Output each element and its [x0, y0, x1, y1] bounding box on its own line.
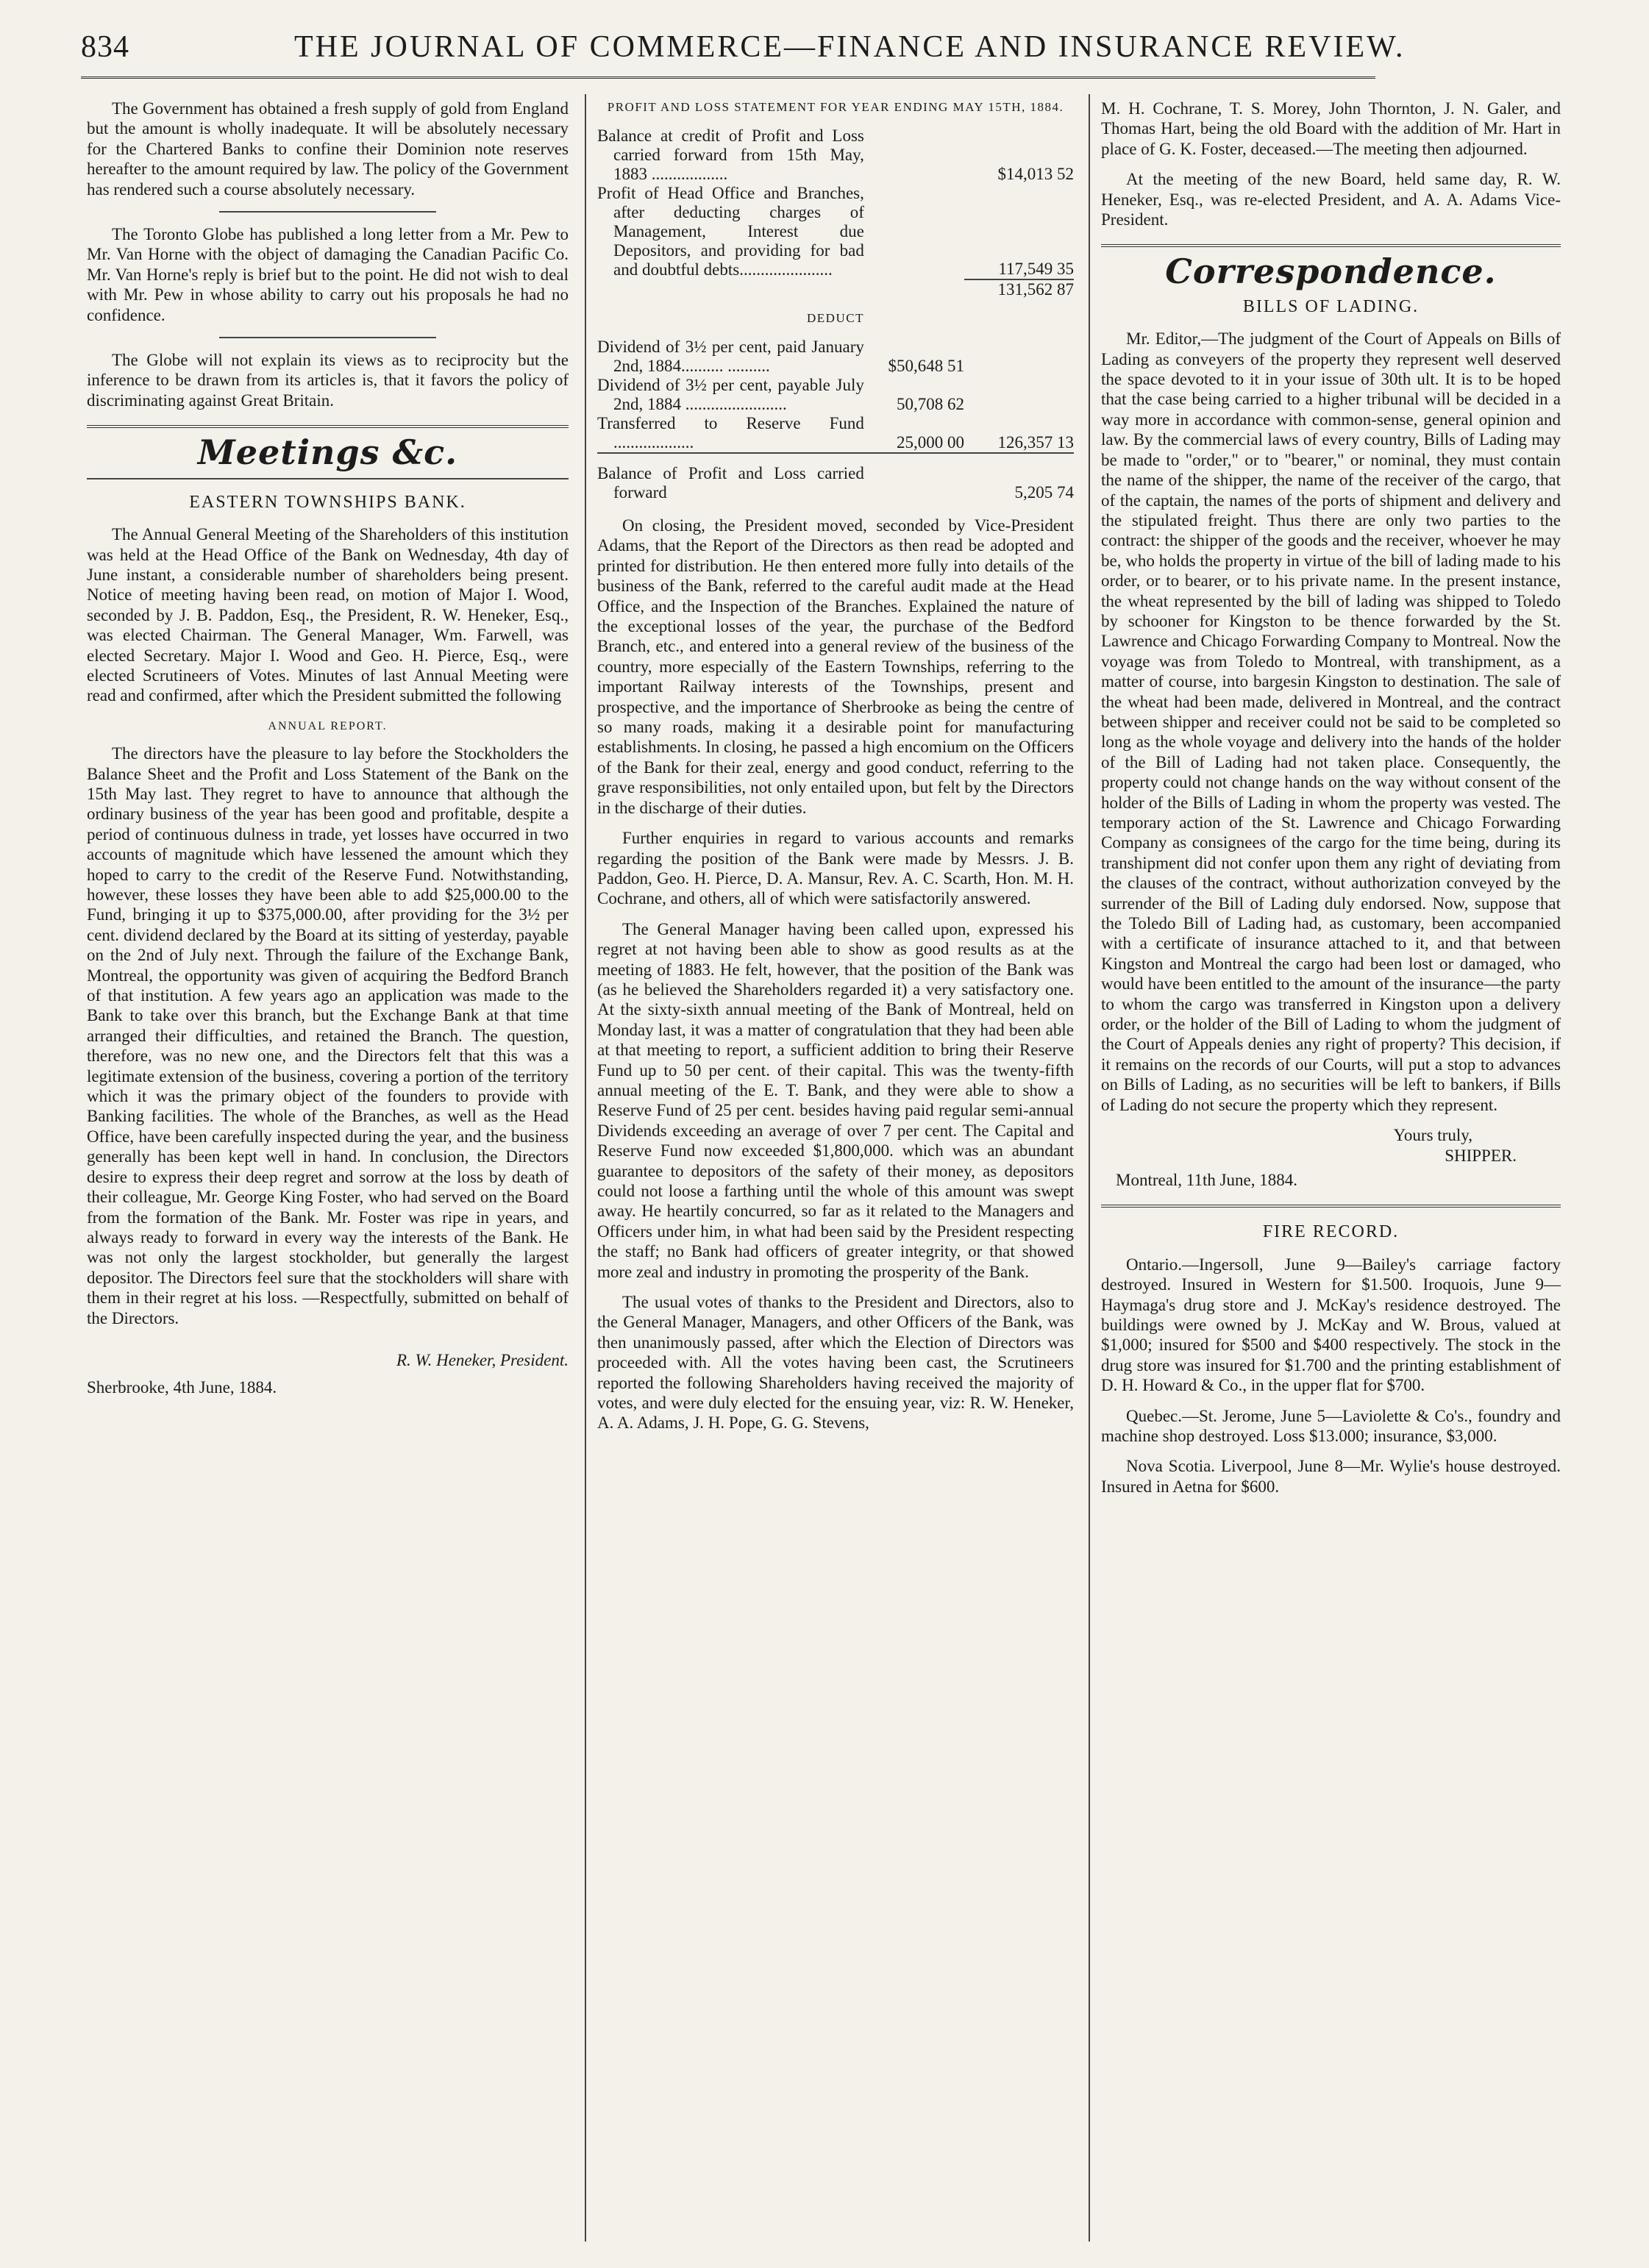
enquiries-paragraph: Further enquiries in regard to various accounts and remarks regarding the position of the Bank were made by Messrs. J. B. Paddon, Geo. H. Pierce, D. A. Mansur, Rev. A. C. Scarth, Hon. M. H. Cochrane, and others, all of which were satisfactorily answered.	[597, 829, 1074, 908]
column-1	[87, 99, 569, 1398]
divider	[219, 211, 436, 213]
fire-nova-scotia: Nova Scotia. Liverpool, June 8—Mr. Wylie's house destroyed. Insured in Aetna for $600.	[1101, 1457, 1561, 1496]
general-manager-paragraph: The General Manager having been called upon, expressed his regret at not having been able to show as good results as at the meeting of 1883. He felt, however, that the position of the Bank was (as he believed the Shareholders regarded it) a very satisfactory one. At the sixty-sixth annual meeting of the Bank of Montreal, held on Monday last, it was a matter of congratulation that they had been able at that meeting to report, a sufficient addition to bring their Reserve Fund up to 50 per cent. of their capital. This was the twenty-fifth annual meeting of the E. T. Bank, and they were able to show a Reserve Fund of 25 per cent. besides having paid regular semi-annual Dividends exceeding an average of over 7 per cent. The Capital and Reserve Fund now exceeded $1,800,000. which was an abundant guarantee to depositors of the safety of their money, as depositors could not loose a farthing until the whole of this amount was swept away. He heartily concurred, so far as it related to the Managers and Officers under him, in what had been said by the President respecting the staff; no Bank had officers of greater integrity, or that showed more zeal and industry in promoting the prosperity of the Bank.	[597, 919, 1074, 1281]
deduct-label: DEDUCT	[807, 311, 864, 325]
journal-title: THE JOURNAL OF COMMERCE—FINANCE AND INSURANCE REVIEW.	[294, 30, 1406, 64]
closing-paragraph: On closing, the President moved, seconded by Vice-President Adams, that the Report of the Directors as then read be adopted and printed for distribution. He then entered more fully into details of the business of the Bank, referred to the careful audit made at the Head Office, and the Inspection of the Branches. Explained the nature of the exceptional losses of the year, the purchase of the Bedford Branch, etc., and entered into a general review of the business of the country, more especially of the Eastern Townships, referring to the important Railway interests of the Townships, present and prospective, and the importance of Sherbrooke as being the centre of so many roads, making it a desirable point for manufacturing establishments. In closing, he passed a high encomium on the Officers of the Bank for their zeal, energy and good conduct, referring to the grave responsibilities, not only entailed upon, but felt by the Directors in the discharge of their duties.	[597, 516, 1074, 817]
reciprocity-paragraph: The Globe will not explain its views as to reciprocity but the inference to be drawn from its articles is, that it favors the policy of discriminating against Great Britain.	[87, 351, 569, 410]
column-3	[1101, 99, 1561, 1507]
new-board-paragraph: At the meeting of the new Board, held same day, R. W. Heneker, Esq., was re-elected President, and A. A. Adams Vice-President.	[1101, 170, 1561, 229]
masthead	[81, 29, 1406, 71]
statement-row: Balance at credit of Profit and Loss carried forward from 15th May, 1883 .................. $14,013 52	[597, 126, 1074, 183]
balance-row: Balance of Profit and Loss carried forward 5,205 74	[597, 464, 1074, 502]
profit-loss-statement	[597, 116, 1074, 502]
letter-signoff	[1101, 1125, 1561, 1166]
column-divider-1	[585, 94, 586, 2242]
section-divider	[1101, 244, 1561, 247]
meeting-paragraph: The Annual General Meeting of the Shareholders of this institution was held at the Head Office of the Bank on Wednesday, 4th day of June instant, a considerable number of shareholders being present. Notice of meeting having been read, on motion of Major I. Wood, seconded by J. B. Paddon, Esq., the President, R. W. Heneker, Esq., was elected Chairman. The General Manager, Wm. Farwell, was elected Secretary. Major I. Wood and Geo. H. Pierce, Esq., were elected Scrutineers of Votes. Minutes of last Annual Meeting were read and confirmed, after which the President submitted the following	[87, 525, 569, 705]
divider	[87, 478, 569, 479]
dateline: Montreal, 11th June, 1884.	[1116, 1170, 1298, 1189]
column-divider-2	[1089, 94, 1090, 2242]
section-title-meetings: Meetings &c.	[197, 432, 458, 473]
subtotal-row: 131,562 87	[597, 279, 1074, 299]
statement-row: Profit of Head Office and Branches, after deducting charges of Management, Interest due Depositors, and providing for bad and doubtful debts...................... 117,549 35	[597, 184, 1074, 279]
president-signature: R. W. Heneker, President.	[396, 1350, 569, 1369]
gold-supply-paragraph: The Government has obtained a fresh supply of gold from England but the amount is wholly inadequate. It will be absolutely necessary for the Chartered Banks to confine their Dominion note reserves hereafter to the amount required by law. The policy of the Government has rendered such a course absolutely necessary.	[87, 99, 569, 199]
globe-letter-paragraph: The Toronto Globe has published a long letter from a Mr. Pew to Mr. Van Horne with the object of damaging the Canadian Pacific Co. Mr. Van Horne's reply is brief but to the point. He did not wish to deal with Mr. Pew in whose ability to carry out his proposals he had no confidence.	[87, 225, 569, 324]
signer: SHIPPER.	[1445, 1146, 1517, 1165]
section-divider	[1101, 1205, 1561, 1208]
deduction-row: Transferred to Reserve Fund ................... 25,000 00 126,357 13	[597, 414, 1074, 452]
statement-title: PROFIT AND LOSS STATEMENT FOR YEAR ENDING MAY 15TH, 1884.	[607, 100, 1064, 114]
fire-ontario: Ontario.—Ingersoll, June 9—Bailey's carriage factory destroyed. Insured in Western for $1.500. Iroquois, June 9—Haymaga's drug store and J. McKay's residence destroyed. The buildings were owned by J. McKay and W. Brous, valued at $1,000; insured for $500 and $400 respectively. The stock in the drug store was insured for $1.700 and the printing establishment of D. H. Howard & Co., in the upper flat for $700.	[1101, 1255, 1561, 1395]
closing: Yours truly,	[1393, 1126, 1472, 1145]
article-title: EASTERN TOWNSHIPS BANK.	[189, 492, 466, 512]
column-2	[597, 99, 1074, 1444]
dateline: Sherbrooke, 4th June, 1884.	[87, 1378, 277, 1397]
votes-paragraph: The usual votes of thanks to the President and Directors, also to the General Manager, Managers, and other Officers of the Bank, was then unanimously passed, after which the Election of Directors was proceeded with. All the votes having been cast, the Scrutineers reported the following Shareholders having received the majority of votes, and were duly elected for the ensuing year, viz: R. W. Heneker, A. A. Adams, J. H. Pope, G. G. Stevens,	[597, 1293, 1074, 1433]
annual-report-paragraph: The directors have the pleasure to lay before the Stockholders the Balance Sheet and the Profit and Loss Statement of the Bank on the 15th May last. They regret to have to announce that although the ordinary business of the year has been good and profitable, despite a period of continuous dulness in trade, yet losses have occurred in two accounts of magnitude which have lessened the amount which they hoped to carry to the credit of the Reserve Fund. Notwithstanding, however, these losses they have been able to add $25,000.00 to the Fund, bringing it up to $375,000.00, after providing for the 3½ per cent. dividend declared by the Board at its sitting of yesterday, payable on the 2nd of July next. Through the failure of the Exchange Bank, Montreal, the opportunity was given of acquiring the Bedford Branch of that institution. A few years ago an application was made to the Bank to take over this branch, but the Exchange Bank at that time arranged their difficulties, and retained the Branch. The question, therefore, was no new one, and the Directors felt that this was a legitimate extension of the business, covering a portion of the territory which it was the primary object of the founders to provide with Banking facilities. The whole of the Branches, as well as the Head Office, have been carefully inspected during the year, and the business generally has been kept well in hand. In conclusion, the Directors desire to express their deep regret and sorrow at the loss by death of their colleague, Mr. George King Foster, who had served on the Board from the formation of the Bank. Mr. Foster was ripe in years, and always ready to forward in every way the interests of the Bank. He was not only the largest stockholder, but generally the largest depositor. The Directors feel sure that the stockholders will share with them in their regret at his loss. —Respectfully, submitted on behalf of the Directors.	[87, 744, 569, 1327]
fire-record-title: FIRE RECORD.	[1262, 1222, 1400, 1242]
section-title-correspondence: Correspondence.	[1165, 252, 1497, 292]
divider	[219, 337, 436, 338]
board-paragraph: M. H. Cochrane, T. S. Morey, John Thornton, J. N. Galer, and Thomas Hart, being the old Board with the addition of Mr. Hart in place of G. K. Foster, deceased.—The meeting then adjourned.	[1101, 99, 1561, 158]
deduction-row: Dividend of 3½ per cent, paid January 2nd, 1884.......... .......... $50,648 51	[597, 338, 964, 375]
letter-body: Mr. Editor,—The judgment of the Court of Appeals on Bills of Lading as conveyers of the property they represent well deserved the space devoted to it in your issue of 30th ult. It is to be hoped that the case being carried to a higher tribunal will be decided in a way more in accordance with common-sense, general opinion and law. By the commercial laws of every country, Bills of Lading may be made to "order," or to "bearer," or nominal, they must contain the name of the shipper, the name of the receiver of the cargo, that of the captain, the names of the ports of shipment and delivery and the stipulated freight. Thus there are only two parties to the contract: the shipper of the goods and the receiver, whoever he may be, who holds the property in virtue of the bill of lading made to his order, or to bearer, or to his private name. In the present instance, the wheat represented by the bill of lading was shipped to Toledo by schooner for Kingston to be thence forwarded by the St. Lawrence and Chicago Forwarding Company to Montreal. Now the voyage was from Toledo to Montreal, with transhipment, as a matter of course, into bargesin Kingston to destination. The sale of the wheat had been made, delivered in Montreal, and the contract between shipper and receiver could not be said to be completed so long as the whole voyage and delivery into the hands of the holder of the Bill of Lading had not taken place. Consequently, the property could not change hands on the way without consent of the holder of the Bills of Lading in whom the property was vested. The temporary action of the St. Lawrence and Chicago Forwarding Company as consignees of the cargo for the time being, during its transhipment did not confer upon them any right of deviating from the clauses of the contract, without authorization conveyed by the surrender of the Bill of Lading duly endorsed. Now, suppose that the Toledo Bill of Lading had, as customary, been accompanied with a certificate of insurance attached to it, and that between Kingston and Montreal the cargo had been lost or damaged, who would have been entitled to the amount of the insurance—the party to whom the cargo was transferred in Kingston upon a delivery order, or the holder of the Bill of Lading to whom the judgment of the Court of Appeals denies any right of property? This decision, if it remains on the records of our Courts, will put a stop to advances on Bills of Lading, as no securities will be left to bankers, if Bills of Lading do not secure the property which they represent.	[1101, 329, 1561, 1114]
deduction-row: Dividend of 3½ per cent, payable July 2nd, 1884 ........................ 50,708 62	[597, 376, 964, 413]
section-divider	[87, 425, 569, 428]
report-title: ANNUAL REPORT.	[268, 719, 388, 732]
fire-quebec: Quebec.—St. Jerome, June 5—Laviolette & Co's., foundry and machine shop destroyed. Loss $13.000; insurance, $3,000.	[1101, 1406, 1561, 1445]
masthead-rule	[81, 76, 1375, 79]
article-title: BILLS OF LADING.	[1242, 296, 1420, 316]
page-number: 834	[81, 30, 129, 64]
